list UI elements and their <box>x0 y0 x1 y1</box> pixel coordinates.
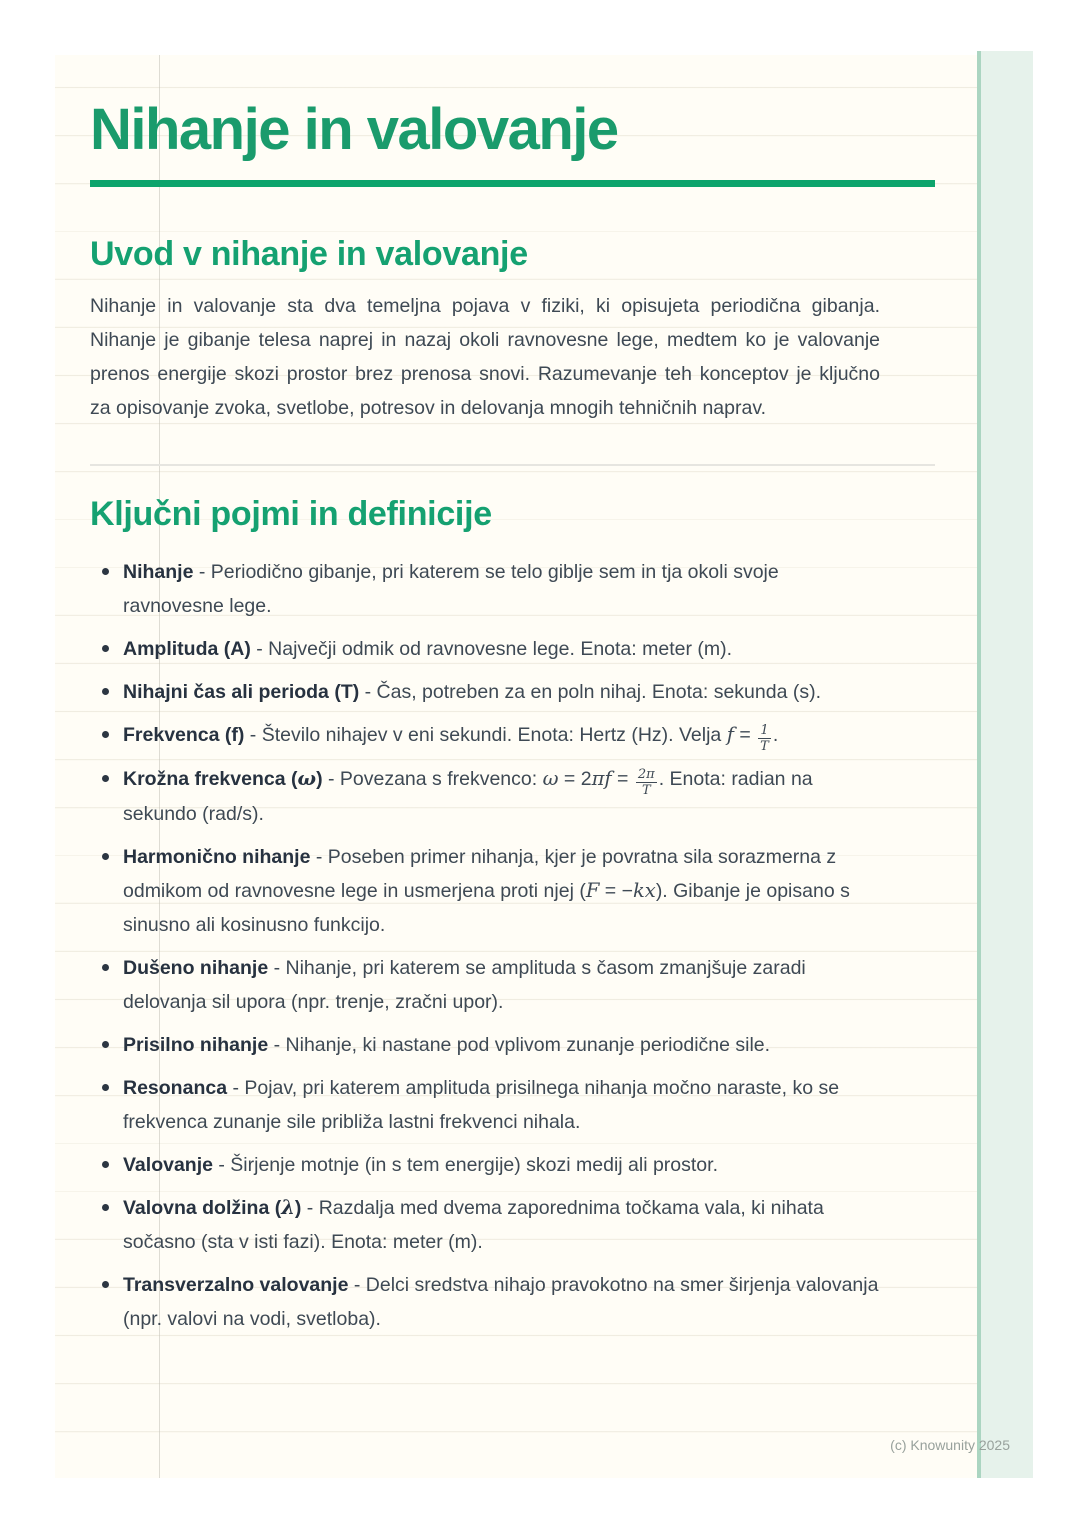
bullet-dot <box>102 853 109 860</box>
definition-text: Valovna dolžina (λ) - Razdalja med dvema zaporednima točkama vala, ki nihata sočasno (sta v isti fazi). Enota: meter (m). <box>123 1196 824 1253</box>
math-symbol: kx <box>632 879 656 902</box>
term-text: Transverzalno valovanje <box>123 1274 349 1296</box>
definition-text: Frekvenca (f) - Število nihajev v eni sekundi. Enota: Hertz (Hz). Velja f = $\frac{1}{T}$ . <box>123 723 779 754</box>
list-item <box>90 1191 880 1259</box>
definition-text: Nihajni čas ali perioda (T) - Čas, potreben za en poln nihaj. Enota: sekunda (s). <box>123 681 821 703</box>
copyright-note: (c) Knowunity 2025 <box>890 1437 1010 1453</box>
bullet-dot <box>102 1204 109 1211</box>
term-text: Harmonično nihanje <box>123 846 311 868</box>
definition-text: Valovanje - Širjenje motnje (in s tem energije) skozi medij ali prostor. <box>123 1154 718 1176</box>
definitions-list <box>90 555 880 1336</box>
list-item <box>90 1028 880 1062</box>
term-text: Krožna frekvenca (ω) <box>123 767 323 790</box>
definition-text: Transverzalno valovanje - Delci sredstva nihajo pravokotno na smer širjenja valovanja (npr. valovi na vodi, svetloba). <box>123 1274 879 1330</box>
page-content <box>90 55 935 1345</box>
notebook-stripe-decoration <box>977 51 1033 1478</box>
definition-text: Amplituda (A) - Največji odmik od ravnovesne lege. Enota: meter (m). <box>123 638 733 660</box>
section-heading-intro: Uvod v nihanje in valovanje <box>90 235 528 273</box>
math-symbol: ω <box>297 767 317 790</box>
definition-text: Resonanca - Pojav, pri katerem amplituda prisilnega nihanja močno naraste, ko se frekvenca zunanje sile približa lastni frekvenci nihala. <box>123 1077 840 1133</box>
math-symbol: λ <box>281 1196 295 1219</box>
bullet-dot <box>102 731 109 738</box>
math-symbol: πf <box>591 767 612 790</box>
section-heading-definitions: Ključni pojmi in definicije <box>90 495 492 533</box>
section-divider <box>90 464 935 466</box>
list-item <box>90 762 880 831</box>
list-item <box>90 555 880 623</box>
math-symbol: ω <box>542 767 559 790</box>
page-card <box>55 55 977 1478</box>
bullet-dot <box>102 1161 109 1168</box>
definition-text: Krožna frekvenca (ω) - Povezana s frekvenco: ω = 2πf = $\frac{2\pi}{T}$ . Enota: radian na sekundo (rad/s). <box>123 767 813 825</box>
list-item <box>90 718 880 753</box>
term-text: Valovanje <box>123 1154 213 1176</box>
list-item <box>90 1268 880 1336</box>
list-item <box>90 951 880 1019</box>
math-symbol: F <box>585 879 600 902</box>
term-text: Nihanje <box>123 561 194 583</box>
page-title: Nihanje in valovanje <box>90 97 618 162</box>
term-text: Prisilno nihanje <box>123 1034 269 1056</box>
bullet-dot <box>102 645 109 652</box>
term-text: Nihajni čas ali perioda (T) <box>123 681 360 703</box>
list-item <box>90 840 880 942</box>
term-text: Valovna dolžina (λ) <box>123 1196 302 1219</box>
intro-paragraph: Nihanje in valovanje sta dva temeljna pojava v fiziki, ki opisujeta periodična gibanja. Nihanje je gibanje telesa naprej in nazaj okoli ravnovesne lege, medtem ko je valovanje prenos energije skozi prostor brez prenosa snovi. Razumevanje teh konceptov je ključno za opisovanje zvoka, svetlobe, potresov in delovanja mnogih tehničnih naprav. <box>90 295 880 419</box>
definition-text: Prisilno nihanje - Nihanje, ki nastane pod vplivom zunanje periodične sile. <box>123 1034 771 1056</box>
definition-text: Harmonično nihanje - Poseben primer nihanja, kjer je povratna sila sorazmerna z odmikom od ravnovesne lege in usmerjena proti njej (F = −kx). Gibanje je opisano s sinusno ali kosinusno funkcijo. <box>123 846 850 936</box>
bullet-dot <box>102 964 109 971</box>
list-item <box>90 675 880 709</box>
bullet-dot <box>102 1281 109 1288</box>
bullet-dot <box>102 775 109 782</box>
bullet-dot <box>102 1084 109 1091</box>
math-fraction: $\frac{2\pi}{T}$ <box>637 767 655 798</box>
list-item <box>90 1071 880 1139</box>
term-text: Resonanca <box>123 1077 228 1099</box>
list-item <box>90 1148 880 1182</box>
definition-text: Nihanje - Periodično gibanje, pri katerem se telo giblje sem in tja okoli svoje ravnovesne lege. <box>123 561 779 617</box>
bullet-dot <box>102 568 109 575</box>
bullet-dot <box>102 688 109 695</box>
math-fraction: $\frac{1}{T}$ <box>760 723 769 754</box>
list-item <box>90 632 880 666</box>
bullet-dot <box>102 1041 109 1048</box>
term-text: Amplituda (A) <box>123 638 251 660</box>
definition-text: Dušeno nihanje - Nihanje, pri katerem se amplituda s časom zmanjšuje zaradi delovanja sil upora (npr. trenje, zračni upor). <box>123 957 806 1013</box>
term-text: Dušeno nihanje <box>123 957 269 979</box>
math-symbol: f <box>726 723 734 746</box>
term-text: Frekvenca (f) <box>123 724 245 746</box>
title-underline-bar <box>90 180 935 187</box>
